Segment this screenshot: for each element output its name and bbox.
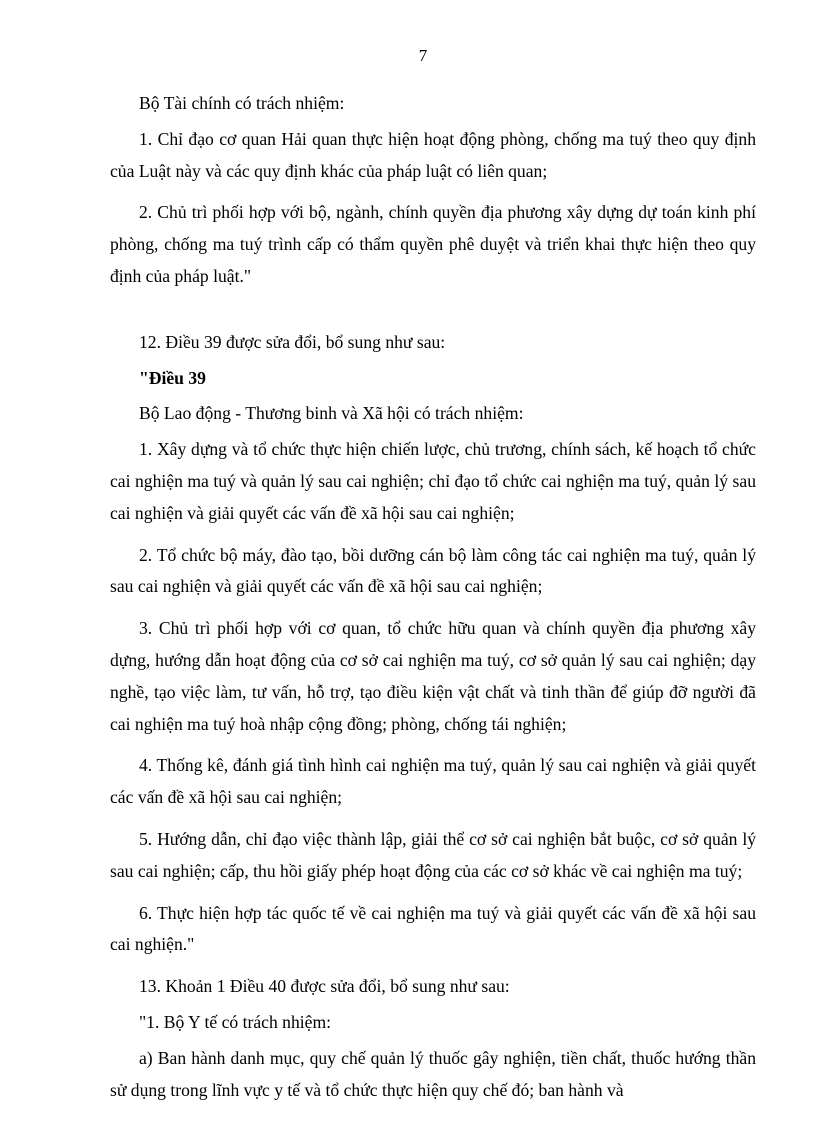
paragraph-finance-item-2: 2. Chủ trì phối hợp với bộ, ngành, chính quyền địa phương xây dựng dự toán kinh phí phòng, chống ma tuý trình cấp có thẩm quyền phê duyệt và triển khai thực hiện theo quy định của pháp luật." <box>110 202 756 286</box>
paragraph-ministry-health: "1. Bộ Y tế có trách nhiệm: <box>139 1011 332 1032</box>
paragraph-finance-item-1: 1. Chỉ đạo cơ quan Hải quan thực hiện hoạt động phòng, chống ma tuý theo quy định của Luật này và các quy định khác của pháp luật có liên quan; <box>110 128 756 181</box>
paragraph-amendment-13: 13. Khoản 1 Điều 40 được sửa đổi, bổ sung như sau: <box>139 976 510 997</box>
paragraph-ministry-labour: Bộ Lao động - Thương binh và Xã hội có trách nhiệm: <box>139 403 524 424</box>
paragraph-labour-item-4: 4. Thống kê, đánh giá tình hình cai nghiện ma tuý, quản lý sau cai nghiện và giải quyết các vấn đề xã hội sau cai nghiện; <box>110 755 756 808</box>
paragraph-labour-item-5: 5. Hướng dẫn, chỉ đạo việc thành lập, giải thể cơ sở cai nghiện bắt buộc, cơ sở quản lý sau cai nghiện; cấp, thu hồi giấy phép hoạt động của các cơ sở khác về cai nghiện ma tuý; <box>110 828 756 881</box>
paragraph-labour-item-3: 3. Chủ trì phối hợp với cơ quan, tổ chức hữu quan và chính quyền địa phương xây dựng, hướng dẫn hoạt động của cơ sở cai nghiện ma tuý, cơ sở quản lý sau cai nghiện; dạy nghề, tạo việc làm, tư vấn, hỗ trợ, tạo điều kiện vật chất và tinh thần để giúp đỡ người đã cai nghiện ma tuý hoà nhập cộng đồng; phòng, chống tái nghiện; <box>110 618 756 734</box>
paragraph-health-item-a: a) Ban hành danh mục, quy chế quản lý thuốc gây nghiện, tiền chất, thuốc hướng thần sử dụng trong lĩnh vực y tế và tổ chức thực hiện quy chế đó; ban hành và <box>110 1047 756 1100</box>
paragraph-ministry-finance: Bộ Tài chính có trách nhiệm: <box>139 93 345 113</box>
document-body <box>110 88 756 1106</box>
paragraph-labour-item-2: 2. Tổ chức bộ máy, đào tạo, bồi dưỡng cán bộ làm công tác cai nghiện ma tuý, quản lý sau cai nghiện và giải quyết các vấn đề xã hội sau cai nghiện; <box>110 544 756 597</box>
article-39-heading: "Điều 39 <box>139 367 206 388</box>
page-number: 7 <box>418 46 428 65</box>
paragraph-labour-item-6: 6. Thực hiện hợp tác quốc tế về cai nghiện ma tuý và giải quyết các vấn đề xã hội sau cai nghiện." <box>110 902 756 955</box>
paragraph-labour-item-1: 1. Xây dựng và tổ chức thực hiện chiến lược, chủ trương, chính sách, kế hoạch tổ chức cai nghiện ma tuý và quản lý sau cai nghiện; chỉ đạo tổ chức cai nghiện ma tuý, quản lý sau cai nghiện và giải quyết các vấn đề xã hội sau cai nghiện; <box>110 439 756 523</box>
paragraph-amendment-12: 12. Điều 39 được sửa đổi, bổ sung như sau: <box>139 331 446 352</box>
